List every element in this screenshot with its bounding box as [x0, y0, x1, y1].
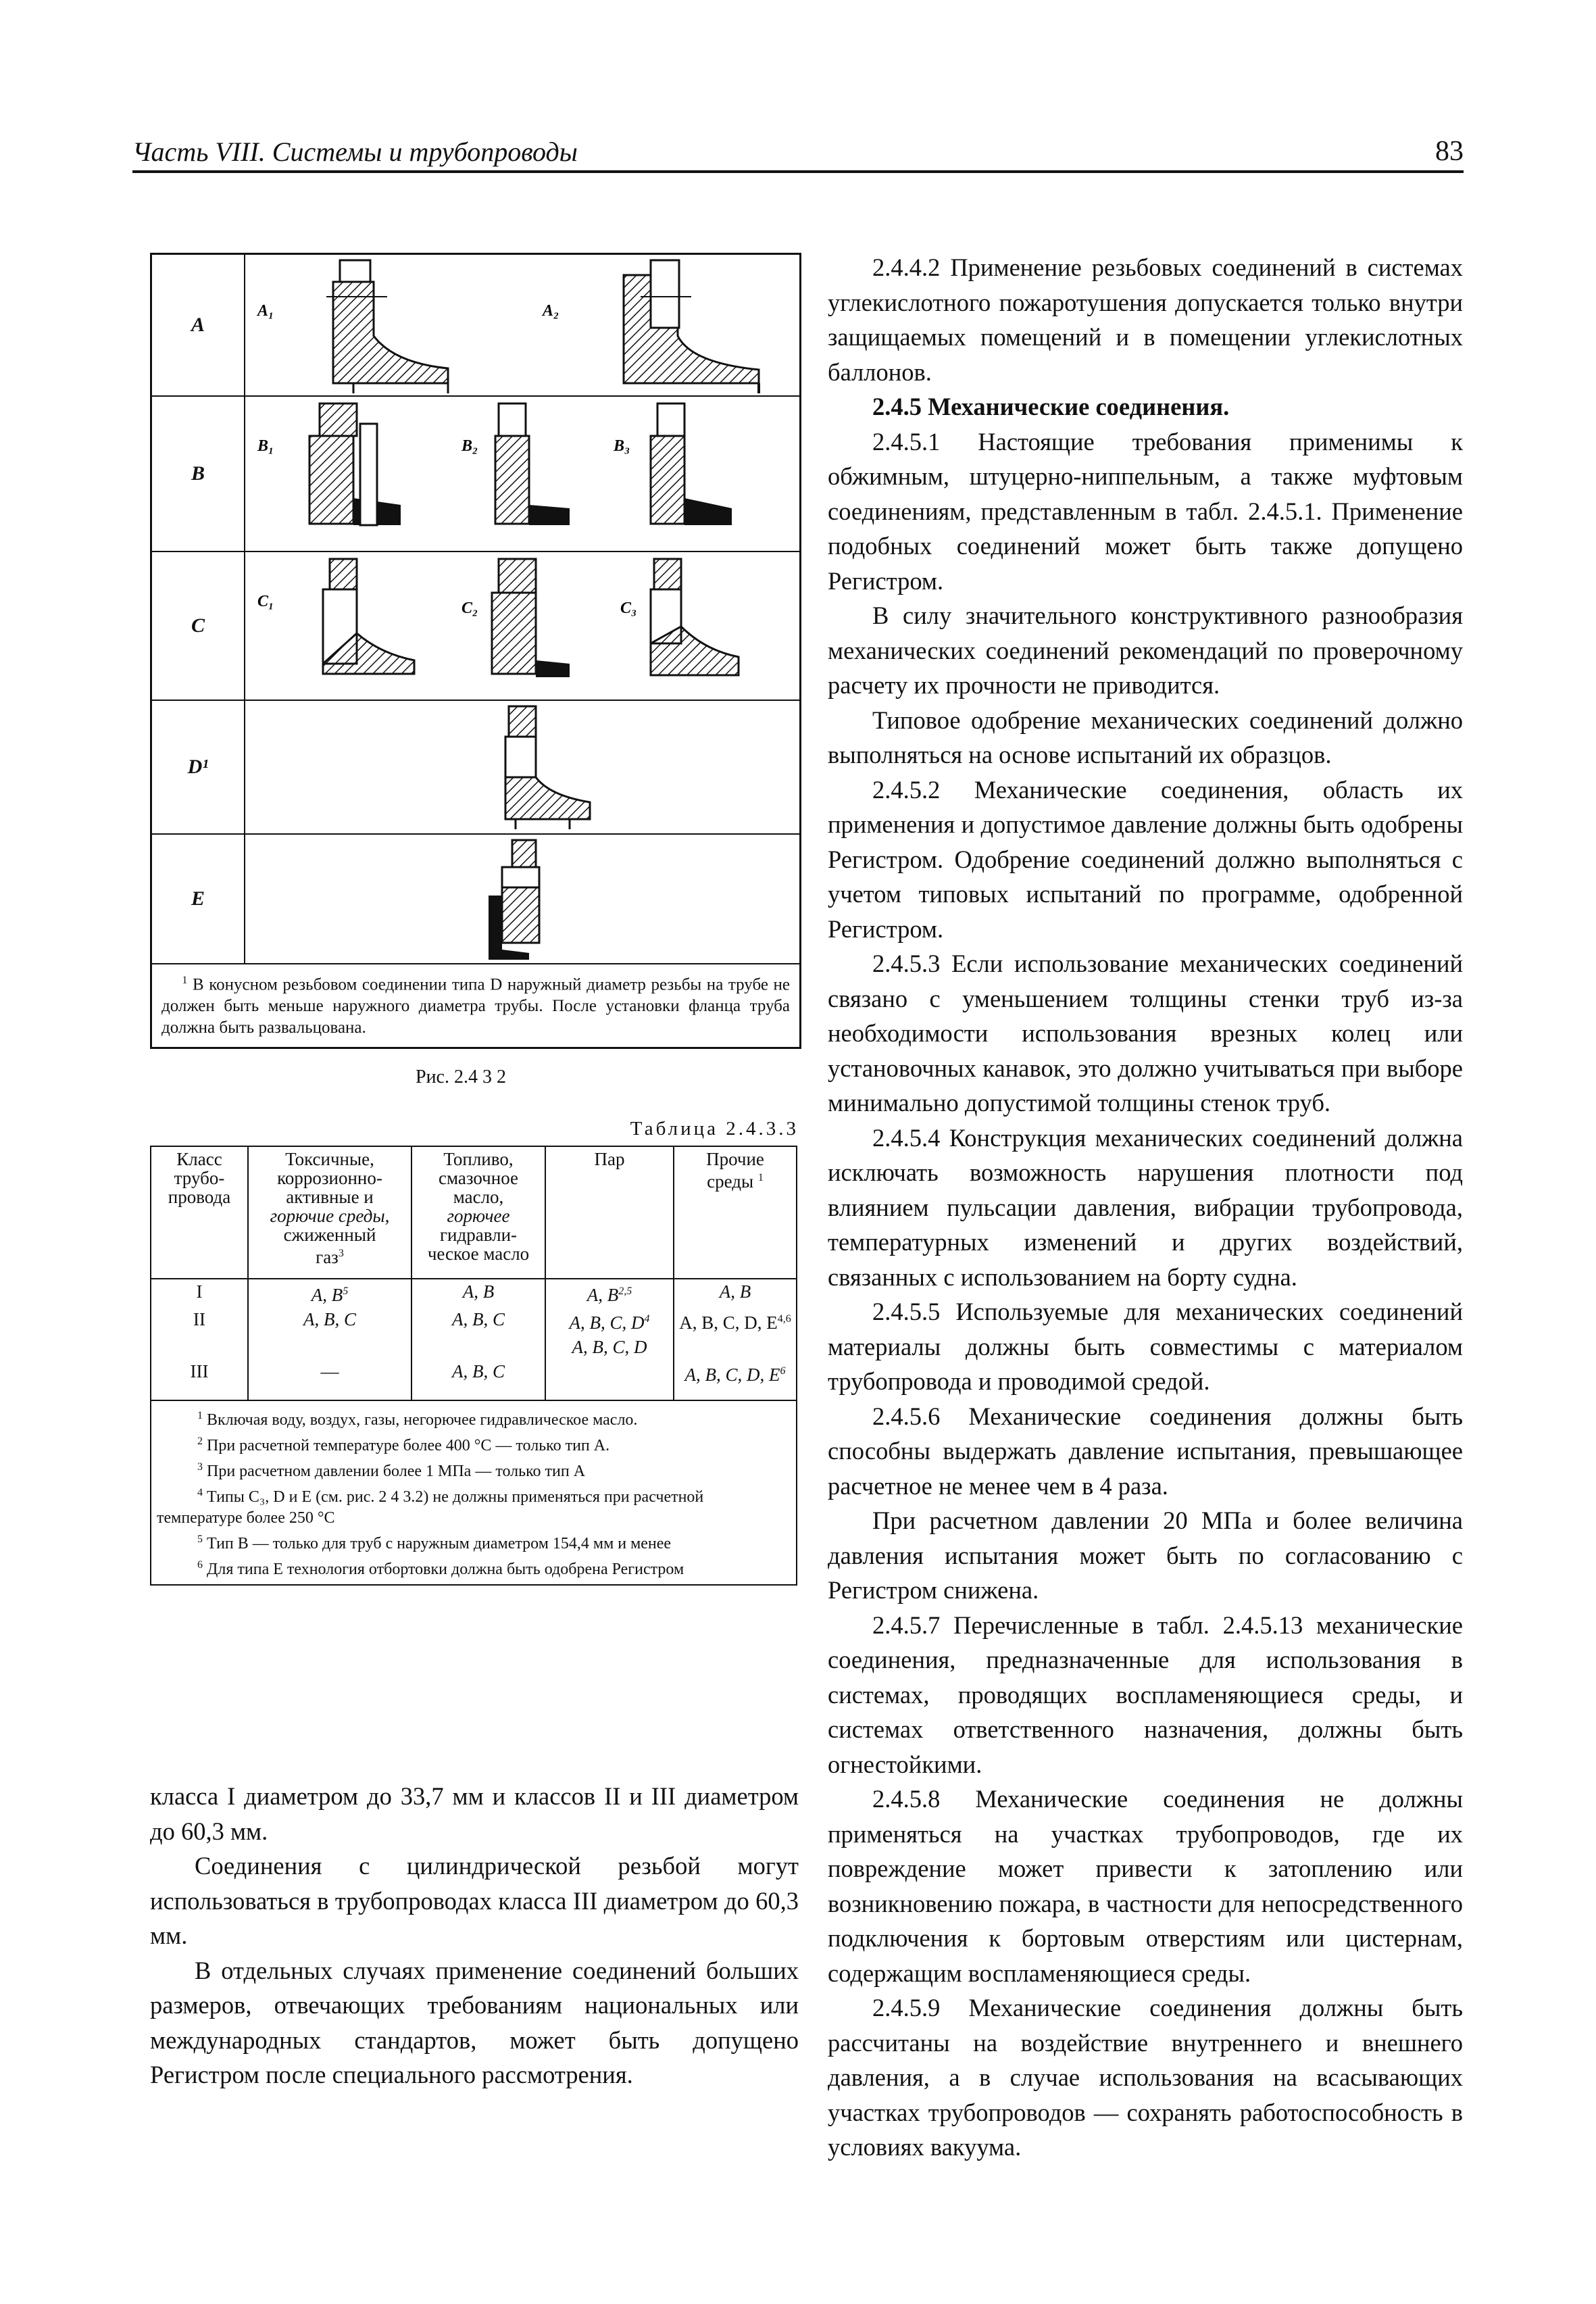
section-heading-2-4-5: 2.4.5 Механические соединения.	[872, 393, 1230, 420]
figure-row-c	[152, 552, 799, 701]
table-cell: A, B$^{2,5}$	[545, 1279, 674, 1307]
figure-row-e	[152, 835, 799, 964]
row-label-e: E	[152, 835, 245, 963]
row-label-b: B	[152, 397, 245, 551]
sublabel-a2: A₂	[543, 302, 559, 320]
table-cell: A, B, C, D, E$^{4,6}$	[674, 1307, 797, 1335]
table-cell: A, B, C, D	[545, 1335, 674, 1359]
table-cell	[151, 1335, 248, 1359]
right-column-text	[828, 250, 1463, 2165]
pipe-class-table	[150, 1146, 797, 1401]
paragraph: В отдельных случаях применение соединений больших размеров, отвечающих требованиям национальных или международных стандартов, может быть допущено Регистром после специального рассмотрения.	[150, 1956, 799, 2088]
table-label: Таблица 2.4.3.3	[630, 1118, 799, 1140]
figure-row-a	[152, 255, 799, 397]
paragraph: Типовое одобрение механических соединений должно выполняться на основе испытаний их образцов.	[828, 706, 1463, 768]
page-header	[132, 128, 1464, 173]
table-header-row	[151, 1146, 797, 1279]
figure-footnote: $^1$ В конусном резьбовом соединении типа D наружный диаметр резьбы на трубе не должен быть меньше наружного диаметра трубы. После установки фланца труба должна быть развальцована.	[161, 975, 791, 1037]
paragraph-2-4-5-1: 2.4.5.1 Настоящие требования применимы к обжимным, штуцерно-ниппельным, а также муфтовым соединениям, представленным в табл. 2.4.5.1. Применение подобных соединений может быть также допущено Регистром.	[828, 427, 1463, 595]
figure-row-d	[152, 701, 799, 835]
paragraph-2-4-4-2: 2.4.4.2 Применение резьбовых соединений в системах углекислотного пожаротушения допускается только внутри защищаемых помещений и в помещении углекислотных баллонов.	[828, 253, 1464, 386]
table-cell	[248, 1335, 412, 1359]
figure-row-b	[152, 397, 799, 552]
sublabel-b1: B₁	[257, 437, 274, 455]
table-row	[151, 1359, 797, 1400]
paragraph: При расчетном давлении 20 МПа и более величина давления испытания может быть по согласованию с Регистром снижена.	[828, 1506, 1463, 1604]
paragraph: класса I диаметром до 33,7 мм и классов II и III диаметром до 60,3 мм.	[150, 1782, 799, 1845]
sublabel-c1: C₁	[257, 593, 274, 610]
table-cell: A, B, C	[412, 1359, 545, 1400]
sublabel-b2: B₂	[462, 437, 478, 455]
table-cell: A, B	[674, 1279, 797, 1307]
table-cell: A, B	[412, 1279, 545, 1307]
table-header-cell: Класс трубо- провода	[151, 1146, 248, 1279]
joint-drawing-c	[245, 552, 799, 700]
table-cell: A, B, C	[248, 1307, 412, 1335]
paragraph-2-4-5-5: 2.4.5.5 Используемые для механических соединений материалы должны быть совместимы с материалом трубопровода и проводимой средой.	[828, 1298, 1464, 1395]
figure-2-4-3-2	[150, 253, 801, 1049]
table-cell	[545, 1359, 674, 1400]
table-cell: A, B, C, D, $E^6$	[674, 1359, 797, 1400]
joint-drawing-b	[245, 397, 799, 551]
paragraph-2-4-5-9: 2.4.5.9 Механические соединения должны быть рассчитаны на воздействие внутреннего и внешнего давления, а в случае использования на всасывающих участках трубопроводов — сохранять работоспособность в условиях вакуума.	[828, 1994, 1463, 2161]
paragraph-2-4-5-3: 2.4.5.3 Если использование механических соединений связано с уменьшением толщины стенки труб из-за необходимости использования врезных колец или установочных канавок, это должно учитываться при выборе минимально допустимой толщины стенок труб.	[828, 950, 1464, 1117]
table-footnote: $^3$ При расчетном давлении более 1 МПа — только тип A	[197, 1461, 586, 1481]
paragraph: Соединения с цилиндрической резьбой могут использоваться в трубопроводах класса III диаметром до 60,3 мм.	[150, 1852, 799, 1949]
paragraph-2-4-5-2: 2.4.5.2 Механические соединения, область их применения и допустимое давление должны быть одобрены Регистром. Одобрение соединений должно выполняться с учетом типовых испытаний по программе, одобренной Регистром.	[828, 775, 1464, 943]
sublabel-b3: B₃	[614, 437, 630, 455]
table-header-cell: Прочие среды $^1$	[674, 1146, 797, 1279]
table-cell	[674, 1335, 797, 1359]
table-cell: III	[151, 1359, 248, 1400]
table-cell	[412, 1335, 545, 1359]
row-label-c: C	[152, 552, 245, 700]
left-column	[150, 253, 799, 1586]
running-header-title: Часть VIII. Системы и трубопроводы	[132, 137, 578, 167]
page-number: 83	[1435, 136, 1464, 167]
sublabel-c2: C₂	[462, 599, 478, 617]
table-footnote: $^1$ Включая воду, воздух, газы, негорючее гидравлическое масло.	[197, 1410, 638, 1429]
sublabel-c3: C₃	[620, 599, 637, 617]
table-cell: A, $B^5$	[248, 1279, 412, 1307]
paragraph-2-4-5-8: 2.4.5.8 Механические соединения не должны применяться на участках трубопроводов, где их повреждение может привести к затоплению или возникновению пожара, в частности для непосредственного подключения к бортовым отверстиям или цистернам, содержащим воспламеняющиеся среды.	[828, 1785, 1464, 1987]
joint-drawing-a	[245, 255, 799, 395]
table-header-cell: Топливо, смазочное масло, горючее гидравли- ческое масло	[412, 1146, 545, 1279]
paragraph-2-4-5-4: 2.4.5.4 Конструкция механических соединений должна исключать возможность нарушения плотности под влиянием пульсации давления, вибрации трубопровода, температурных изменений и других воздействий, связанных с использованием на борту судна.	[828, 1123, 1464, 1291]
sublabel-a1: A₁	[257, 302, 274, 320]
table-footnote: $^4$ Типы C₃, D и E (см. рис. 2 4 3.2) не должны применяться при расчетной температуре более 250 °С	[157, 1487, 704, 1527]
table-row	[151, 1335, 797, 1359]
paragraph-2-4-5-6: 2.4.5.6 Механические соединения должны быть способны выдержать давление испытания, превышающее расчетное не менее чем в 4 раза.	[828, 1402, 1463, 1500]
paragraph-2-4-5-7: 2.4.5.7 Перечисленные в табл. 2.4.5.13 механические соединения, предназначенные для использования в системах, проводящих воспламеняющиеся среды, и системах ответственного назначения, должны быть огнестойкими.	[828, 1611, 1464, 1778]
table-cell: —	[248, 1359, 412, 1400]
table-cell: A, B, C	[412, 1307, 545, 1335]
table-row	[151, 1307, 797, 1335]
table-cell: I	[151, 1279, 248, 1307]
joint-drawing-d	[245, 701, 799, 833]
paragraph: В силу значительного конструктивного разнообразия механических соединений рекомендаций по проверочному расчету их прочности не приводится.	[828, 602, 1463, 699]
table-footnote: $^2$ При расчетной температуре более 400 °С — только тип A.	[197, 1436, 610, 1455]
row-label-a: A	[152, 255, 245, 395]
table-footnote: $^6$ Для типа E технология отбортовки должна быть одобрена Регистром	[197, 1559, 684, 1579]
left-column-text	[150, 1779, 799, 2092]
joint-drawing-e	[245, 835, 799, 963]
table-footnote: $^5$ Тип B — только для труб с наружным диаметром 154,4 мм и менее	[197, 1534, 672, 1553]
table-row	[151, 1279, 797, 1307]
table-cell: A, B, C, $D^4$	[545, 1307, 674, 1335]
table-header-cell: Пар	[545, 1146, 674, 1279]
figure-caption: Рис. 2.4 3 2	[416, 1067, 506, 1088]
table-header-cell: Токсичные, коррозионно- активные и горючие среды, сжиженный газ$^3$	[248, 1146, 412, 1279]
row-label-d: D¹	[152, 701, 245, 833]
table-cell: II	[151, 1307, 248, 1335]
table-footnotes	[150, 1401, 797, 1586]
